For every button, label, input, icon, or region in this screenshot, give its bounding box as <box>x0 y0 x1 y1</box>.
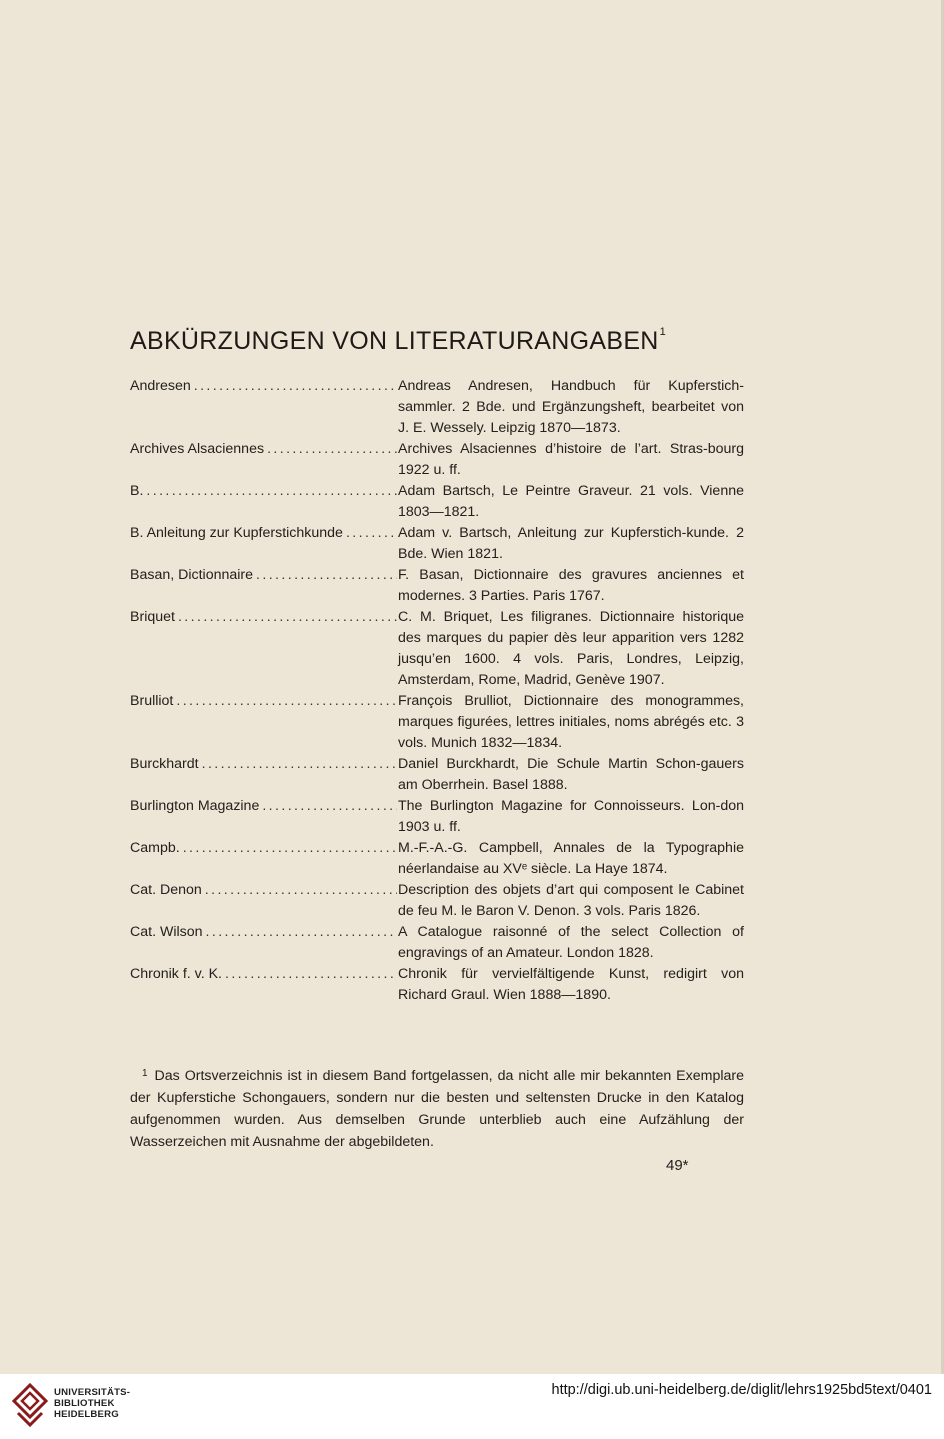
footnote-text: Das Ortsverzeichnis ist in diesem Band fortgelassen, da nicht alle mir bekannten Exemplare der Kupferstiche Schongauers, sondern nur die besten und seltensten Drucke in den Katalog aufgenommen wurden. Aus demselben Grunde unterblieb auch eine Aufzählung der Wasserzeichen mit Ausnahme der abgebildeten. <box>130 1068 744 1150</box>
list-item <box>130 691 744 754</box>
abbreviation: Cat. Denon <box>130 882 202 898</box>
list-item <box>130 607 744 691</box>
list-item <box>130 964 744 1006</box>
list-item <box>130 481 744 523</box>
footer-bar <box>0 1374 944 1439</box>
library-name: UNIVERSITÄTS- BIBLIOTHEK HEIDELBERG <box>54 1387 131 1420</box>
definition: Description des objets d’art qui composent le Cabinet de feu M. le Baron V. Denon. 3 vols. Paris 1826. <box>398 882 744 919</box>
definition: Andreas Andresen, Handbuch für Kupferstich-sammler. 2 Bde. und Ergänzungsheft, bearbeitet von J. E. Wessely. Leipzig 1870—1873. <box>398 378 744 436</box>
definition: Daniel Burckhardt, Die Schule Martin Schon-gauers am Oberrhein. Basel 1888. <box>398 756 744 793</box>
definition: Archives Alsaciennes d’histoire de l’art. Stras-bourg 1922 u. ff. <box>398 441 744 478</box>
list-item <box>130 754 744 796</box>
abbreviation: Cat. Wilson <box>130 924 203 940</box>
footnote-mark: 1 <box>142 1068 148 1079</box>
title-footnote-mark: 1 <box>659 326 667 338</box>
abbreviation: Campb. <box>130 840 180 856</box>
definition: F. Basan, Dictionnaire des gravures anciennes et modernes. 3 Parties. Paris 1767. <box>398 567 744 604</box>
abbreviation: Burlington Magazine <box>130 798 260 814</box>
title-text: ABKÜRZUNGEN VON LITERATURANGABEN <box>130 327 659 355</box>
definition: François Brulliot, Dictionnaire des monogrammes, marques figurées, lettres initiales, noms abrégés etc. 3 vols. Munich 1832—1834. <box>398 693 744 751</box>
abbreviation: Chronik f. v. K. <box>130 966 222 982</box>
page-number: 49* <box>666 1157 689 1174</box>
abbreviation: Andresen <box>130 378 191 394</box>
definition: Chronik für vervielfältigende Kunst, redigirt von Richard Graul. Wien 1888—1890. <box>398 966 744 1003</box>
definition: Adam Bartsch, Le Peintre Graveur. 21 vols. Vienne 1803—1821. <box>398 483 744 520</box>
source-url-link[interactable]: http://digi.ub.uni-heidelberg.de/diglit/lehrs1925bd5text/0401 <box>551 1382 932 1398</box>
page-title <box>130 326 758 356</box>
definition: C. M. Briquet, Les filigranes. Dictionnaire historique des marques du papier dès leur apparition vers 1282 jusqu’en 1600. 4 vols. Paris, Londres, Leipzig, Amsterdam, Rome, Madrid, Genève 1907. <box>398 609 744 688</box>
abbreviation: B. <box>130 483 144 499</box>
definition: The Burlington Magazine for Connoisseurs. Lon-don 1903 u. ff. <box>398 798 744 835</box>
abbreviation: Brulliot <box>130 693 174 709</box>
definition: A Catalogue raisonné of the select Collection of engravings of an Amateur. London 1828. <box>398 924 744 961</box>
abbreviation: Burckhardt <box>130 756 199 772</box>
list-item <box>130 439 744 481</box>
list-item <box>130 922 744 964</box>
abbreviation: Briquet <box>130 609 175 625</box>
list-item <box>130 523 744 565</box>
abbreviation-list <box>130 376 744 1006</box>
list-item <box>130 565 744 607</box>
list-item <box>130 796 744 838</box>
definition: Adam v. Bartsch, Anleitung zur Kupferstich-kunde. 2 Bde. Wien 1821. <box>398 525 744 562</box>
abbreviation: Basan, Dictionnaire <box>130 567 254 583</box>
list-item <box>130 880 744 922</box>
definition: M.-F.-A.-G. Campbell, Annales de la Typographie néerlandaise au XVᵉ siècle. La Haye 1874. <box>398 840 744 877</box>
footnote <box>130 1063 744 1153</box>
abbreviation: Archives Alsaciennes <box>130 441 265 457</box>
library-logo-icon <box>12 1383 48 1429</box>
list-item <box>130 838 744 880</box>
list-item <box>130 376 744 439</box>
abbreviation: B. Anleitung zur Kupferstichkunde <box>130 525 343 541</box>
